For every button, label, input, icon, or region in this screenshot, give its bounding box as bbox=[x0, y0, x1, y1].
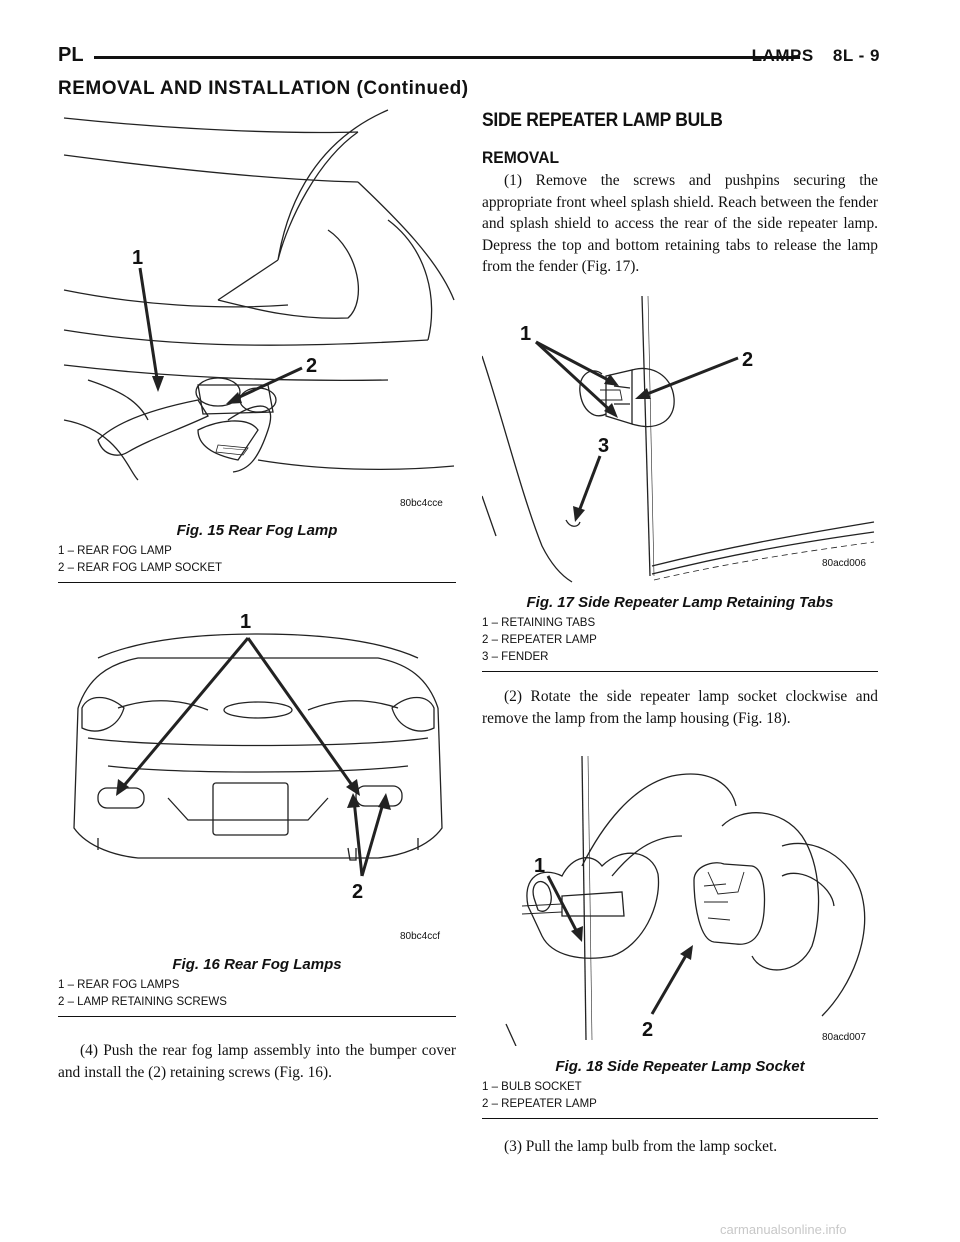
figure-15-callout-2: 2 bbox=[306, 355, 318, 377]
legend-item: 3 – FENDER bbox=[482, 651, 549, 663]
figure-18-callout-1: 1 bbox=[534, 855, 546, 877]
legend-item: 1 – REAR FOG LAMP bbox=[58, 545, 172, 557]
figure-16-callout-2: 2 bbox=[352, 881, 364, 903]
section-title: REMOVAL AND INSTALLATION (Continued) bbox=[58, 78, 469, 99]
figure-17-callout-1: 1 bbox=[520, 323, 532, 345]
legend-item: 2 – REPEATER LAMP bbox=[482, 1098, 597, 1110]
header-page-number: 8L - 9 bbox=[832, 46, 880, 65]
figure-15-code: 80bc4cce bbox=[400, 498, 443, 509]
legend-item: 1 – RETAINING TABS bbox=[482, 617, 596, 629]
left-column bbox=[58, 100, 456, 1110]
step-3-text: (3) Pull the lamp bulb from the lamp socket. bbox=[504, 1138, 778, 1155]
figure-16-rule bbox=[58, 1016, 456, 1017]
figure-18-caption: Fig. 18 Side Repeater Lamp Socket bbox=[555, 1058, 805, 1075]
watermark: carmanualsonline.info bbox=[720, 1222, 847, 1237]
figure-16-callout-1: 1 bbox=[240, 611, 252, 633]
header-section-page bbox=[738, 46, 880, 66]
figure-18-code: 80acd007 bbox=[822, 1032, 866, 1043]
legend-item: 2 – REPEATER LAMP bbox=[482, 634, 597, 646]
legend-item: 2 – REAR FOG LAMP SOCKET bbox=[58, 562, 223, 574]
figure-15-rule bbox=[58, 582, 456, 583]
step-1-text: (1) Remove the screws and pushpins securing the appropriate front wheel splash shield. Reach between the fender and splash shield to access the rear of the side repeater lamp. Depress the top and bottom retaining tabs to release the lamp from the fender (Fig. 17). bbox=[482, 172, 878, 275]
subsection-heading: REMOVAL bbox=[482, 148, 560, 167]
figure-15-illustration bbox=[58, 100, 456, 520]
figure-17-caption: Fig. 17 Side Repeater Lamp Retaining Tabs bbox=[526, 594, 834, 611]
header-section: LAMPS bbox=[751, 46, 814, 65]
figure-15-callout-1: 1 bbox=[132, 247, 144, 269]
figure-18-callout-2: 2 bbox=[642, 1019, 654, 1041]
figure-18-illustration bbox=[482, 756, 878, 1046]
section-heading: SIDE REPEATER LAMP BULB bbox=[482, 110, 723, 131]
figure-16-caption: Fig. 16 Rear Fog Lamps bbox=[172, 956, 342, 973]
figure-17-callout-2: 2 bbox=[742, 349, 754, 371]
legend-item: 2 – LAMP RETAINING SCREWS bbox=[58, 996, 227, 1008]
legend-item: 1 – BULB SOCKET bbox=[482, 1081, 582, 1093]
header-manual-code: PL bbox=[58, 44, 84, 66]
figure-17 bbox=[482, 296, 878, 666]
figure-16-legend bbox=[58, 977, 456, 1011]
legend-item: 1 – REAR FOG LAMPS bbox=[58, 979, 180, 991]
figure-18 bbox=[482, 756, 878, 1120]
figure-15-legend bbox=[58, 543, 456, 577]
header-rule bbox=[94, 56, 800, 59]
figure-17-rule bbox=[482, 671, 878, 672]
figure-17-illustration bbox=[482, 296, 878, 586]
figure-17-callout-3: 3 bbox=[598, 435, 610, 457]
figure-17-code: 80acd006 bbox=[822, 558, 866, 569]
figure-18-legend bbox=[482, 1079, 878, 1113]
page-header bbox=[58, 44, 880, 68]
right-column bbox=[482, 110, 878, 1170]
figure-16 bbox=[58, 598, 456, 1018]
step-4-text: (4) Push the rear fog lamp assembly into the bumper cover and install the (2) retaining screws (Fig. 16). bbox=[58, 1042, 456, 1081]
figure-16-code: 80bc4ccf bbox=[400, 931, 441, 942]
step-2-text: (2) Rotate the side repeater lamp socket clockwise and remove the lamp from the lamp housing (Fig. 18). bbox=[482, 688, 878, 727]
figure-18-rule bbox=[482, 1118, 878, 1119]
figure-15-caption: Fig. 15 Rear Fog Lamp bbox=[176, 522, 338, 539]
figure-15 bbox=[58, 100, 456, 584]
figure-16-illustration bbox=[58, 598, 456, 942]
figure-17-legend bbox=[482, 615, 878, 666]
